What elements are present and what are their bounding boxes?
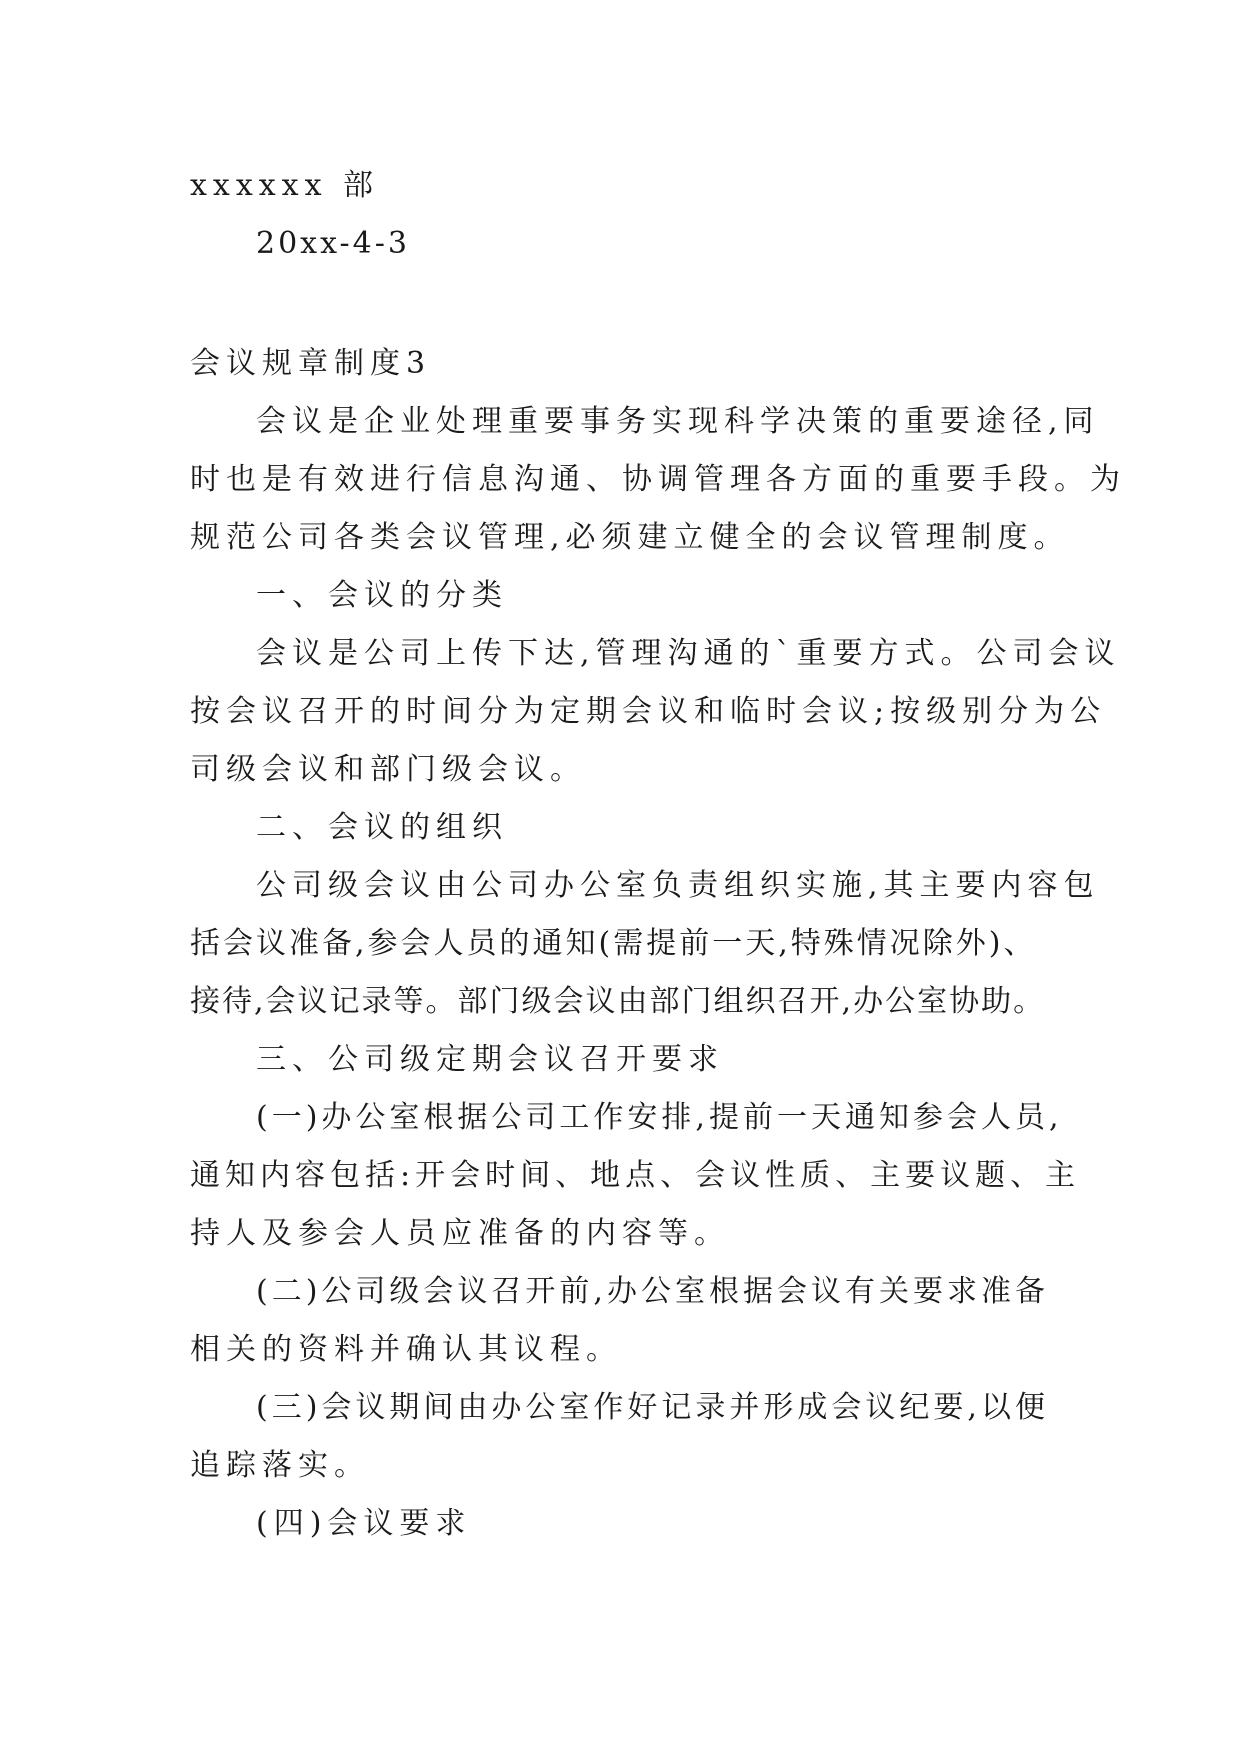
heading-organization: 二、会议的组织: [256, 810, 508, 845]
paragraph-line: 时也是有效进行信息沟通、协调管理各方面的重要手段。为: [190, 462, 1126, 497]
section-title: 会议规章制度3: [190, 346, 432, 381]
paragraph-line: 通知内容包括:开会时间、地点、会议性质、主要议题、主: [190, 1158, 1081, 1193]
heading-meeting-requirements: (四)会议要求: [256, 1506, 472, 1541]
paragraph-line: (一)办公室根据公司工作安排,提前一天通知参会人员,: [256, 1100, 1063, 1135]
paragraph-line: 相关的资料并确认其议程。: [190, 1332, 622, 1367]
paragraph-line: 公司级会议由公司办公室负责组织实施,其主要内容包: [256, 868, 1100, 903]
heading-regular-meeting: 三、公司级定期会议召开要求: [256, 1042, 724, 1077]
paragraph-line: 括会议准备,参会人员的通知(需提前一天,特殊情况除外)、: [190, 926, 1037, 961]
paragraph-line: (三)会议期间由办公室作好记录并形成会议纪要,以便: [256, 1390, 1049, 1425]
paragraph-line: 持人及参会人员应准备的内容等。: [190, 1216, 730, 1251]
paragraph-line: 接待,会议记录等。部门级会议由部门组织召开,办公室协助。: [190, 984, 1046, 1019]
paragraph-line: (二)公司级会议召开前,办公室根据会议有关要求准备: [256, 1274, 1049, 1309]
paragraph-line: 规范公司各类会议管理,必须建立健全的会议管理制度。: [190, 520, 1070, 555]
paragraph-line: 追踪落实。: [190, 1448, 370, 1483]
paragraph-line: 司级会议和部门级会议。: [190, 752, 586, 787]
department-signature: xxxxxx 部: [190, 168, 380, 203]
heading-classification: 一、会议的分类: [256, 578, 508, 613]
paragraph-line: 会议是企业处理重要事务实现科学决策的重要途径,同: [256, 404, 1100, 439]
signature-date: 20xx-4-3: [256, 226, 410, 261]
paragraph-line: 按会议召开的时间分为定期会议和临时会议;按级别分为公: [190, 694, 1107, 729]
paragraph-line: 会议是公司上传下达,管理沟通的`重要方式。公司会议: [256, 636, 1121, 671]
